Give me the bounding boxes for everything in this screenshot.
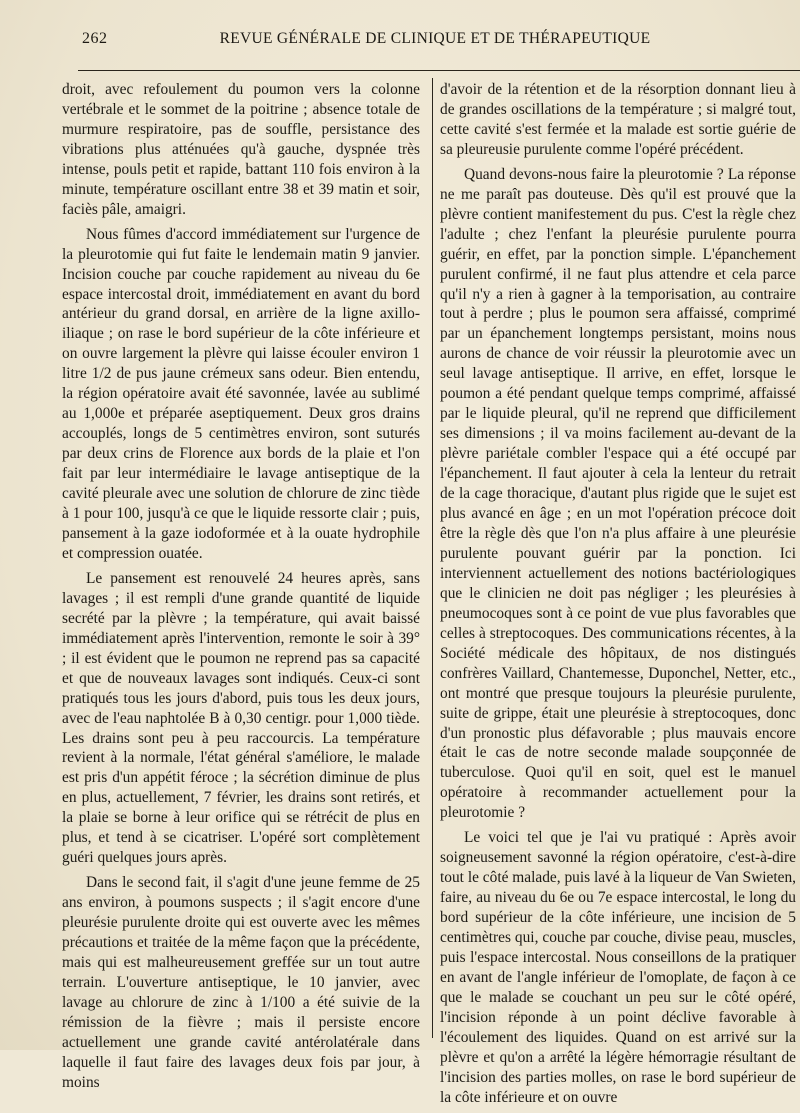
paragraph: droit, avec refoulement du poumon vers la colonne vertébrale et le sommet de la poitrine ; absence totale de murmure respiratoire, pas de souffle, persistance des vibrations plus atténuées qu'à gauche, dyspnée très intense, pouls petit et rapide, battant 110 fois environ à la minute, température oscillant entre 38 et 39 matin et soir, faciès pâle, amaigri. [62, 81, 420, 218]
paragraph: Nous fûmes d'accord immédiatement sur l'urgence de la pleurotomie qui fut faite le lendemain matin 9 janvier. Incision couche par couche rapidement au niveau du 6e espace intercostal droit, immédiatement en avant du bord antérieur du grand dorsal, en arrière de la ligne axillo-iliaque ; on rase le bord supérieur de la côte inférieure et on ouvre largement la plèvre qui laisse écouler environ 1 litre 1/2 de pus jaune crémeux sans odeur. Bien entendu, la région opératoire avait été savonnée, lavée au sublimé au 1,000e et préparée aseptiquement. Deux gros drains accouplés, longs de 5 centimètres environ, sont suturés par deux crins de Florence aux bords de la plaie et l'on fait par leur intermédiaire le lavage antiseptique de la cavité pleurale avec une solution de chlorure de zinc tiède à 1 pour 100, jusqu'à ce que le liquide ressorte clair ; puis, pansement à la gaze iodoformée et à la ouate hydrophile et compression ouatée. [62, 225, 420, 562]
right-column [440, 80, 796, 1113]
page-header [0, 30, 800, 54]
header-rule [78, 70, 800, 71]
paragraph: d'avoir de la rétention et de la résorption donnant lieu à de grandes oscillations de la température ; si malgré tout, cette cavité s'est fermée et la malade est sortie guérie de sa pleureusie purulente comme l'opéré précédent. [440, 81, 796, 158]
paragraph: Dans le second fait, il s'agit d'une jeune femme de 25 ans environ, à poumons suspects ; il s'agit encore d'une pleurésie purulente droite qui est ouverte avec les mêmes précautions et traitée de la même façon que la précédente, mais qui est malheureusement greffée sur un tout autre terrain. L'ouverture antiseptique, le 10 janvier, avec lavage au chlorure de zinc à 1/100 a été suivie de la rémission de la fièvre ; mais il persiste encore actuellement une grande cavité antérolatérale dans laquelle il faut faire des lavages deux fois par jour, à moins [62, 874, 420, 1091]
left-column [62, 80, 420, 1098]
paragraph: Le voici tel que je l'ai vu pratiqué : Après avoir soigneusement savonné la région opératoire, c'est-à-dire tout le côté malade, puis lavé à la liqueur de Van Swieten, faire, au niveau du 6e ou 7e espace intercostal, le long du bord supérieur de la côte inférieure, une incision de 5 centimètres qui, couche par couche, divise peau, muscles, puis l'espace intercostal. Nous conseillons de la pratiquer en avant de l'angle inférieur de l'omoplate, de façon à ce que le malade se couchant un peu sur le côté opéré, l'incision réponde à un point déclive favorable à l'écoulement des liquides. Quand on est arrivé sur la plèvre et qu'on a arrêté la légère hémorragie résultant de l'incision des parties molles, on rase le bord supérieur de la côte inférieure et on ouvre [440, 829, 796, 1106]
column-divider [432, 78, 433, 1038]
paragraph: Le pansement est renouvelé 24 heures après, sans lavages ; il est rempli d'une grande quantité de liquide secrété par la plèvre ; la température, qui avait baissé immédiatement après l'intervention, remonte le soir à 39° ; il est évident que le poumon ne reprend pas sa capacité et que de nouveaux lavages sont indiqués. Ceux-ci sont pratiqués tous les jours d'abord, puis tous les deux jours, avec de l'eau naphtolée B à 0,30 centigr. pour 1,000 tiède. Les drains sont peu à peu raccourcis. La température revient à la normale, l'état général s'améliore, le malade est pris d'un appétit féroce ; la sécrétion diminue de plus en plus, actuellement, 7 février, les drains sont retirés, et la plaie se borne à leur orifice qui se rétrécit de plus en plus, et tend à se cicatriser. L'opéré sort complètement guéri quelques jours après. [62, 569, 420, 867]
paragraph: Quand devons-nous faire la pleurotomie ? La réponse ne me paraît pas douteuse. Dès qu'il est prouvé que la plèvre contient manifestement du pus. C'est la règle chez l'adulte ; chez l'enfant la pleurésie purulente pourra guérir, en effet, par la ponction simple. L'épanchement purulent confirmé, il ne faut plus attendre et cela parce qu'il n'y a rien à gagner à la temporisation, au contraire tout à perdre ; plus le poumon sera affaissé, comprimé par un épanchement longtemps persistant, moins nous aurons de chance de voir réussir la pleurotomie avec un seul lavage antiseptique. Il arrive, en effet, lorsque le poumon a été pendant quelque temps comprimé, affaissé par le liquide pleural, qu'il ne reprend que difficilement ses dimensions ; il va moins facilement au-devant de la plèvre pariétale combler l'espace qui a été occupé par l'épanchement. Il faut ajouter à cela la lenteur du retrait de la cage thoracique, d'autant plus rigide que le sujet est plus avancé en âge ; en un mot l'opération précoce doit être la règle dès que l'on n'a plus affaire à une pleurésie purulente pouvant guérir par la ponction. Ici interviennent actuellement des notions bactériologiques que le clinicien ne doit pas négliger ; les pleurésies à pneumocoques sont à ce point de vue plus favorables que celles à streptocoques. Des communications récentes, à la Société médicale des hôpitaux, de nos distingués confrères Vaillard, Chantemesse, Duponchel, Netter, etc., ont montré que presque toujours la pleurésie purulente, suite de grippe, était une pleurésie à streptocoques, donc d'un pronostic plus défavorable ; plus mauvais encore était le cas de notre seconde malade soupçonnée de tuberculose. Quoi qu'il en soit, quel est le manuel opératoire à recommander actuellement pour la pleurotomie ? [440, 165, 796, 822]
page-number: 262 [82, 30, 108, 47]
running-title: REVUE GÉNÉRALE DE CLINIQUE ET DE THÉRAPEUTIQUE [219, 30, 651, 47]
